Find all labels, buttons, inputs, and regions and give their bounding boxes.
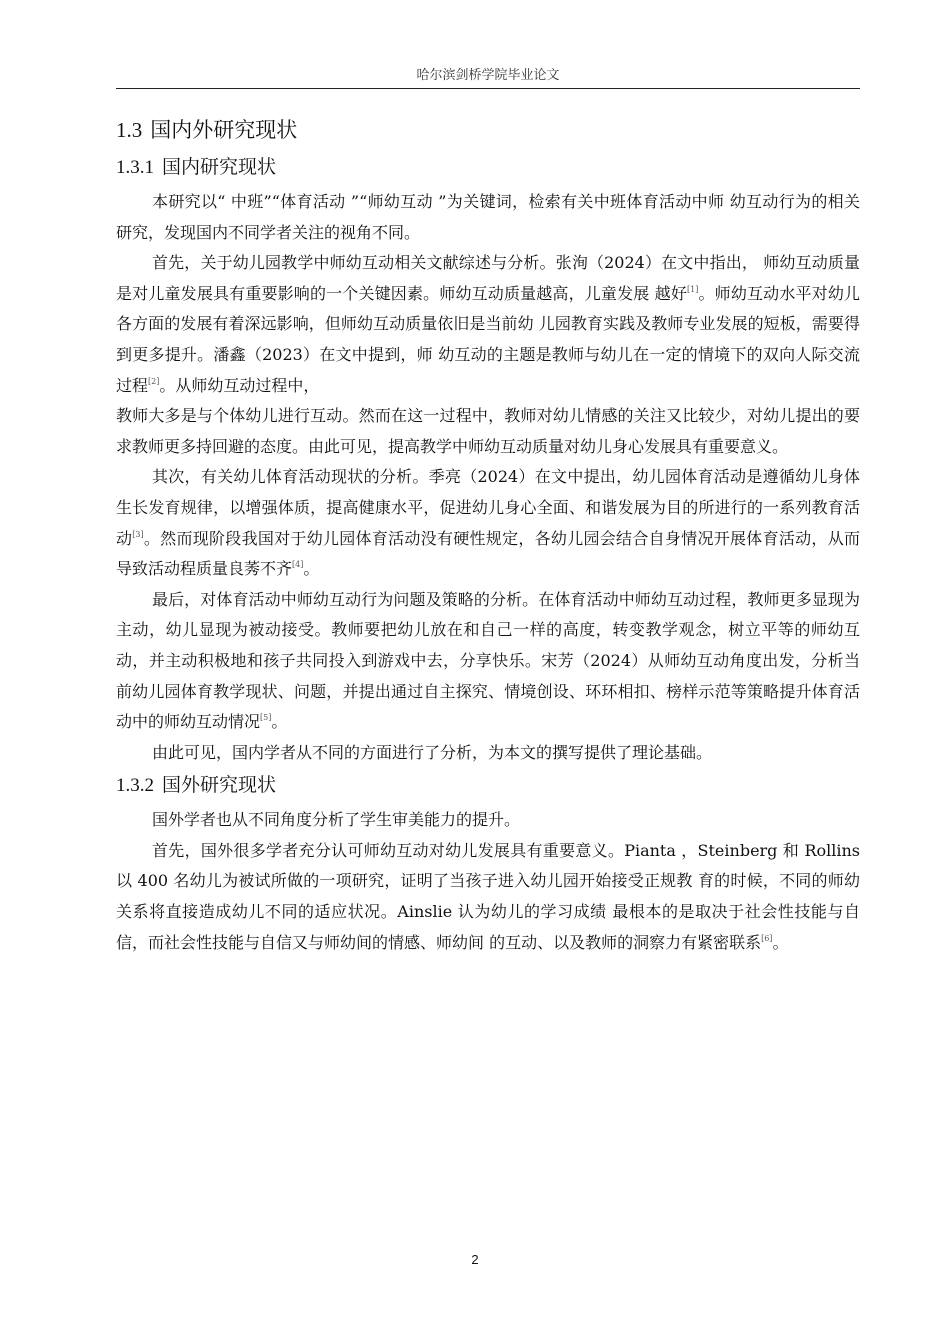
paragraph-text: 。然而现阶段我国对于幼儿园体育活动没有硬性规定，各幼儿园会结合自身情况开展体育活动，从而导致活动程质量良莠不齐 — [116, 528, 860, 579]
page-number: 2 — [471, 1252, 479, 1267]
paragraph-strategies — [116, 585, 860, 738]
paragraph-text: 。师幼互动水平对幼儿各方面的发展有着深远影响，但师幼互动质量依旧是当前幼 儿园教育实践及教师专业发展的短板，需要得到更多提升。潘鑫（2023）在文中提到，师 幼互动的主题是教师与幼儿在一定的情境下的双向人际交流过程 — [116, 283, 860, 395]
paragraph-text: 首先，关于幼儿园教学中师幼互动相关文献综述与分析。张洵（2024）在文中指出， 师幼互动质量是对儿童发展具有重要影响的一个关键因素。师幼互动质量越高，儿童发展 越好 — [116, 253, 860, 303]
section-title: 国内外研究现状 — [150, 118, 298, 142]
header-rule — [116, 88, 860, 89]
paragraph-text: 。 — [271, 712, 288, 732]
subsection-title: 国内研究现状 — [162, 156, 277, 178]
citation-4[interactable]: [4] — [292, 560, 304, 570]
paragraph-text: 最后，对体育活动中师幼互动行为问题及策略的分析。在体育活动中师幼互动过程，教师更多显现为主动，幼儿显现为被动接受。教师要把幼儿放在和自己一样的高度，转变教学观念，树立平等的师幼互动，并主动积极地和孩子共同投入到游戏中去，分享快乐。宋芳（2024）从师幼互动角度出发，分析当前幼儿园体育教学现状、问题，并提出通过自主探究、情境创设、环环相扣、榜样示范等策略提升体育活动中的师幼互动情况 — [116, 589, 860, 732]
citation-3[interactable]: [3] — [132, 529, 144, 539]
citation-1[interactable]: [1] — [687, 284, 699, 294]
subsection-title: 国外研究现状 — [162, 774, 277, 797]
citation-6[interactable]: [6] — [761, 933, 773, 943]
paragraph-interaction-conclusion: 教师大多是与个体幼儿进行互动。然而在这一过程中，教师对幼儿情感的关注又比较少，对幼儿提出的要求教师更多持回避的态度。由此可见，提高教学中师幼互动质量对幼儿身心发展具有重要意义。 — [116, 406, 860, 456]
paragraph-domestic-summary: 由此可见，国内学者从不同的方面进行了分析，为本文的撰写提供了理论基础。 — [152, 742, 713, 762]
paragraph-keywords: 本研究以“ 中班”“体育活动 ”“师幼互动 ”为关键词，检索有关中班体育活动中师 幼互动行为的相关研究，发现国内不同学者关注的视角不同。 — [116, 192, 860, 242]
section-number: 1.3 — [116, 118, 143, 142]
paragraph-text: 。 — [772, 932, 789, 952]
section-heading-1-3-2 — [116, 772, 860, 799]
paragraph-foreign-research — [116, 836, 860, 958]
section-heading-1-3-1 — [116, 154, 860, 181]
page-header: 哈尔滨剑桥学院毕业论文 — [416, 68, 560, 83]
document-body — [116, 110, 860, 958]
paragraph-sports-status — [116, 462, 860, 584]
citation-5[interactable]: [5] — [260, 713, 272, 723]
paragraph-interaction-review — [116, 248, 860, 401]
subsection-number: 1.3.1 — [116, 157, 154, 178]
paragraph-text: 其次，有关幼儿体育活动现状的分析。季亮（2024）在文中提出，幼儿园体育活动是遵循幼儿身体生长发育规律，以增强体质，提高健康水平，促进幼儿身心全面、和谐发展为目的所进行的一系列教育活动 — [116, 467, 860, 548]
paragraph-text: 。从师幼互动过程中， — [159, 375, 320, 395]
paragraph-foreign-intro: 国外学者也从不同角度分析了学生审美能力的提升。 — [152, 810, 521, 830]
paragraph-text: 。 — [303, 559, 320, 579]
subsection-number: 1.3.2 — [116, 775, 154, 797]
citation-2[interactable]: [2] — [148, 376, 160, 386]
paragraph-text: 首先，国外很多学者充分认可师幼互动对幼儿发展具有重要意义。Pianta ，Steinberg 和 Rollins 以 400 名幼儿为被试所做的一项研究，证明了当孩子进入幼儿园开始接受正规教 育的时候，不同的师幼关系将直接造成幼儿不同的适应状况。Ainslie 认为幼儿的学习成绩 最根本的是取决于社会性技能与自信，而社会性技能与自信又与师幼间的情感、师幼间 的互动、以及教师的洞察力有紧密联系 — [116, 840, 860, 952]
section-heading-1-3 — [116, 116, 860, 144]
